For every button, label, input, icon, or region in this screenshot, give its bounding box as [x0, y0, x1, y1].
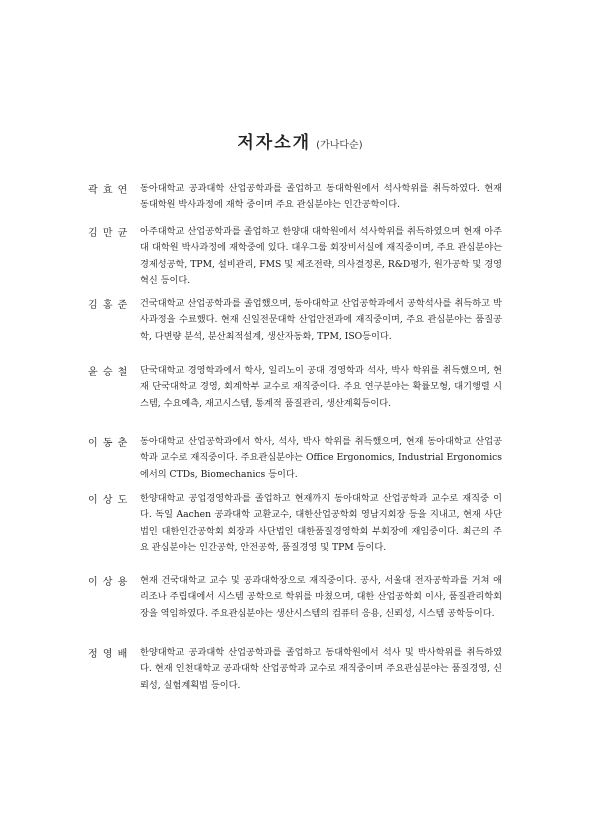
author-bio: 건국대학교 산업공학과를 졸업했으며, 동아대학교 산업공학과에서 공학석사를 취득하고 박사과정을 수료했다. 현재 신일전문대학 산업안전과에 재직중이며, 주요 관심분야는 품질공학, 다변량 분석, 분산최적설계, 생산자동화, TPM, ISO등이다.	[140, 298, 502, 342]
title-main: 저자소개	[237, 133, 312, 153]
author-bio: 한양대학교 공과대학 산업공학과를 졸업하고 동대학원에서 석사 및 박사학위를 취득하였다. 현재 인천대학교 공과대학 산업공학과 교수로 재직중이며 주요관심분야는 품질경영, 신뢰성, 실험계획법 등이다.	[140, 647, 502, 691]
author-bio: 한양대학교 공업경영학과를 졸업하고 현재까지 동아대학교 산업공학과 교수로 재직중 이다. 독일 Aachen 공과대학 교환교수, 대한산업공학회 영남지회장 등을 지내고, 현재 사단법인 대한인간공학회 회장과 사단법인 대한품질경영학회 부회장에 재임중이다. 최근의 주요 관심분야는 인간공학, 안전공학, 품질경영 및 TPM 등이다.	[140, 493, 502, 553]
author-bio: 단국대학교 경영학과에서 학사, 일리노이 공대 경영학과 석사, 박사 학위를 취득했으며, 현재 단국대학교 경영, 회계학부 교수로 재직중이다. 주요 연구분야는 확률모형, 대기행렬 시스템, 수요예측, 재고시스템, 통계적 품질관리, 생산계획등이다.	[140, 365, 502, 409]
author-name: 윤 승 철	[88, 367, 129, 378]
author-bio: 현재 건국대학교 교수 및 공과대학장으로 재직중이다. 공사, 서울대 전자공학과를 거쳐 애리조나 주립대에서 시스템 공학으로 학위를 마쳤으며, 대한 산업공학회 이사, 품질관리학회장을 역임하였다. 주요관심분야는 생산시스템의 컴퓨터 응용, 신뢰성, 시스템 공학등이다.	[140, 575, 502, 619]
author-name: 이 동 춘	[88, 438, 129, 449]
author-bio: 아주대학교 산업공학과를 졸업하고 한양대 대학원에서 석사학위를 취득하였으며 현재 아주대 대학원 박사과정에 재학중에 있다. 대우그룹 회장비서실에 재직중이며, 주요 관심분야는 경제성공학, TPM, 설비관리, FMS 및 제조전략, 의사결정론, R&D평가, 원가공학 및 경영혁신 등이다.	[140, 226, 502, 286]
author-name: 이 상 도	[88, 495, 129, 506]
author-name: 김 홍 준	[88, 300, 129, 311]
author-name: 곽 효 연	[88, 185, 129, 196]
author-name: 정 영 배	[88, 649, 129, 660]
author-bio: 동아대학교 공과대학 산업공학과를 졸업하고 동대학원에서 석사학위를 취득하였다. 현재 동대학원 박사과정에 재학 중이며 주요 관심분야는 인간공학이다.	[140, 183, 502, 211]
author-name: 이 상 용	[88, 577, 129, 588]
page-title	[0, 128, 600, 153]
author-name: 김 만 균	[88, 228, 129, 239]
author-bio: 동아대학교 산업공학과에서 학사, 석사, 박사 학위를 취득했으며, 현재 동아대학교 산업공학과 교수로 재직중이다. 주요관심분야는 Office Ergonomics, Industrial Ergonomics에서의 CTDs, Biomechanics 등이다.	[140, 436, 502, 480]
title-sub: (가나다순)	[316, 140, 363, 151]
